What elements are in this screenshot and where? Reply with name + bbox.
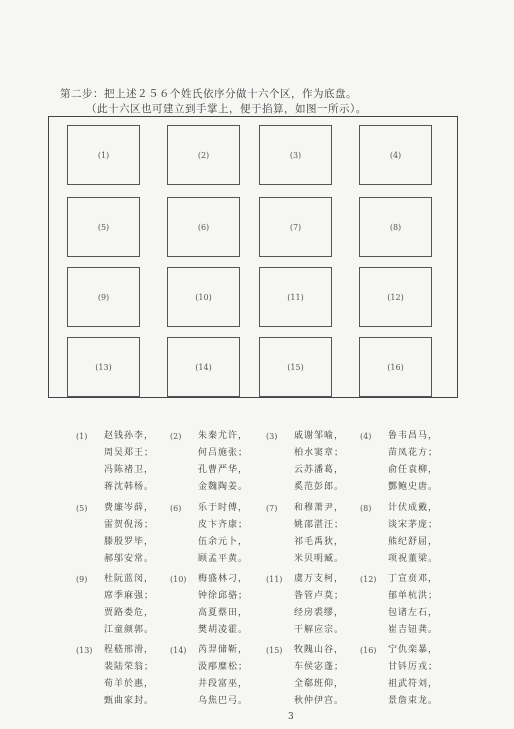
region-label: (14) — [195, 362, 212, 372]
region-label: (16) — [387, 362, 404, 372]
group-line: 全郗班仰， — [294, 679, 345, 689]
group-line: 郝邬安常。 — [104, 554, 155, 564]
region-label: (13) — [95, 362, 112, 372]
group-line: 皮卞齐康； — [198, 520, 249, 530]
group-number: (15) — [266, 646, 283, 655]
region-box — [67, 267, 140, 327]
region-box — [167, 337, 240, 397]
group-number: (8) — [360, 504, 372, 513]
group-number: (16) — [360, 646, 377, 655]
group-line: 芮羿储靳， — [198, 645, 249, 655]
group-line: 昝管卢莫； — [294, 591, 345, 601]
region-label: (3) — [289, 150, 302, 160]
group-line: 甘钭厉戎； — [388, 662, 439, 672]
group-line: 高夏蔡田， — [198, 608, 249, 618]
group-line: 贾路娄危， — [104, 608, 155, 618]
region-box — [67, 197, 140, 257]
group-line: 朱秦尤许， — [198, 431, 249, 441]
group-number: (10) — [170, 575, 187, 584]
group-line: 顾孟平黄。 — [198, 554, 249, 564]
group-line: 鲁韦昌马， — [388, 431, 439, 441]
region-box — [359, 267, 432, 327]
group-line: 乐于时傅， — [198, 503, 249, 513]
group-line: 蒋沈韩杨。 — [104, 482, 155, 492]
group-line: 和穆萧尹， — [294, 503, 345, 513]
region-box — [67, 337, 140, 397]
group-number: (14) — [170, 646, 187, 655]
group-line: 赵钱孙李， — [104, 431, 155, 441]
region-box — [67, 125, 140, 185]
group-line: 程嵇邢滑， — [104, 645, 155, 655]
region-label: (11) — [287, 292, 304, 302]
group-line: 金魏陶姜。 — [198, 482, 249, 492]
group-line: 樊胡凌霍。 — [198, 625, 249, 635]
region-box — [167, 267, 240, 327]
region-label: (9) — [97, 292, 110, 302]
region-box — [167, 197, 240, 257]
group-line: 柏水窦章； — [294, 448, 345, 458]
group-number: (11) — [266, 575, 283, 584]
instruction-line-2: （此十六区也可建立到手掌上，便于掐算，如图一所示）。 — [86, 103, 367, 115]
group-line: 梅盛林刁， — [198, 574, 249, 584]
region-box — [359, 337, 432, 397]
group-line: 干解应宗。 — [294, 625, 345, 635]
group-line: 宁仇栾暴， — [388, 645, 439, 655]
region-label: (8) — [389, 222, 402, 232]
region-label: (4) — [389, 150, 402, 160]
group-number: (1) — [76, 432, 88, 441]
region-label: (7) — [289, 222, 302, 232]
group-line: 牧隗山谷， — [294, 645, 345, 655]
group-line: 何吕施张； — [198, 448, 249, 458]
region-label: (15) — [287, 362, 304, 372]
group-number: (3) — [266, 432, 278, 441]
group-line: 丁宣贲邓， — [388, 574, 439, 584]
group-number: (9) — [76, 575, 88, 584]
instruction-line-1: 第二步：把上述２５６个姓氏依序分做十六个区，作为底盘。 — [60, 88, 357, 100]
group-line: 郁单杭洪； — [388, 591, 439, 601]
region-box — [259, 267, 332, 327]
group-line: 滕殷罗毕， — [104, 537, 155, 547]
group-line: 杜阮蓝闵， — [104, 574, 155, 584]
group-line: 钟徐邱骆； — [198, 591, 249, 601]
group-line: 酆鲍史唐。 — [388, 482, 439, 492]
group-line: 汲邴糜松； — [198, 662, 249, 672]
group-line: 祁毛禹狄， — [294, 537, 345, 547]
group-line: 冯陈褚卫， — [104, 465, 155, 475]
group-number: (7) — [266, 504, 278, 513]
group-line: 甄曲家封。 — [104, 696, 155, 706]
group-line: 崔吉钮龚。 — [388, 625, 439, 635]
group-line: 雷贺倪汤； — [104, 520, 155, 530]
group-number: (13) — [76, 646, 93, 655]
group-line: 戚谢邹喻， — [294, 431, 345, 441]
region-label: (10) — [195, 292, 212, 302]
region-label: (5) — [97, 222, 110, 232]
group-line: 俞任袁柳， — [388, 465, 439, 475]
group-line: 周吴郑王； — [104, 448, 155, 458]
group-line: 姚邵湛汪； — [294, 520, 345, 530]
group-number: (12) — [360, 575, 377, 584]
group-number: (4) — [360, 432, 372, 441]
group-number: (5) — [76, 504, 88, 513]
group-line: 包诸左石， — [388, 608, 439, 618]
group-line: 景詹束龙。 — [388, 696, 439, 706]
group-line: 奚范彭郎。 — [294, 482, 345, 492]
group-line: 米贝明臧。 — [294, 554, 345, 564]
group-line: 费廉岑薛， — [104, 503, 155, 513]
group-line: 裴陆荣翁； — [104, 662, 155, 672]
group-line: 荀羊於惠， — [104, 679, 155, 689]
page-number: 3 — [288, 712, 294, 722]
group-line: 云苏潘葛， — [294, 465, 345, 475]
region-label: (12) — [387, 292, 404, 302]
group-line: 江童颜郭。 — [104, 625, 155, 635]
region-box — [259, 197, 332, 257]
group-line: 苗凤花方； — [388, 448, 439, 458]
region-box — [359, 125, 432, 185]
group-line: 计伏成戴， — [388, 503, 439, 513]
region-label: (1) — [97, 150, 110, 160]
group-line: 秋仲伊宫。 — [294, 696, 345, 706]
group-line: 伍余元卜， — [198, 537, 249, 547]
group-line: 孔曹严华， — [198, 465, 249, 475]
group-number: (6) — [170, 504, 182, 513]
group-line: 虞万支柯， — [294, 574, 345, 584]
group-line: 经房裘缪， — [294, 608, 345, 618]
region-box — [167, 125, 240, 185]
group-line: 项祝董梁。 — [388, 554, 439, 564]
group-line: 车侯宓蓬； — [294, 662, 345, 672]
region-box — [259, 125, 332, 185]
group-line: 祖武符刘， — [388, 679, 439, 689]
group-line: 席季麻强； — [104, 591, 155, 601]
region-label: (2) — [197, 150, 210, 160]
region-board — [48, 116, 458, 398]
region-box — [259, 337, 332, 397]
group-line: 谈宋茅庞； — [388, 520, 439, 530]
region-label: (6) — [197, 222, 210, 232]
group-number: (2) — [170, 432, 182, 441]
region-box — [359, 197, 432, 257]
group-line: 熊纪舒屈， — [388, 537, 439, 547]
group-line: 乌焦巴弓。 — [198, 696, 249, 706]
group-line: 井段富巫， — [198, 679, 249, 689]
